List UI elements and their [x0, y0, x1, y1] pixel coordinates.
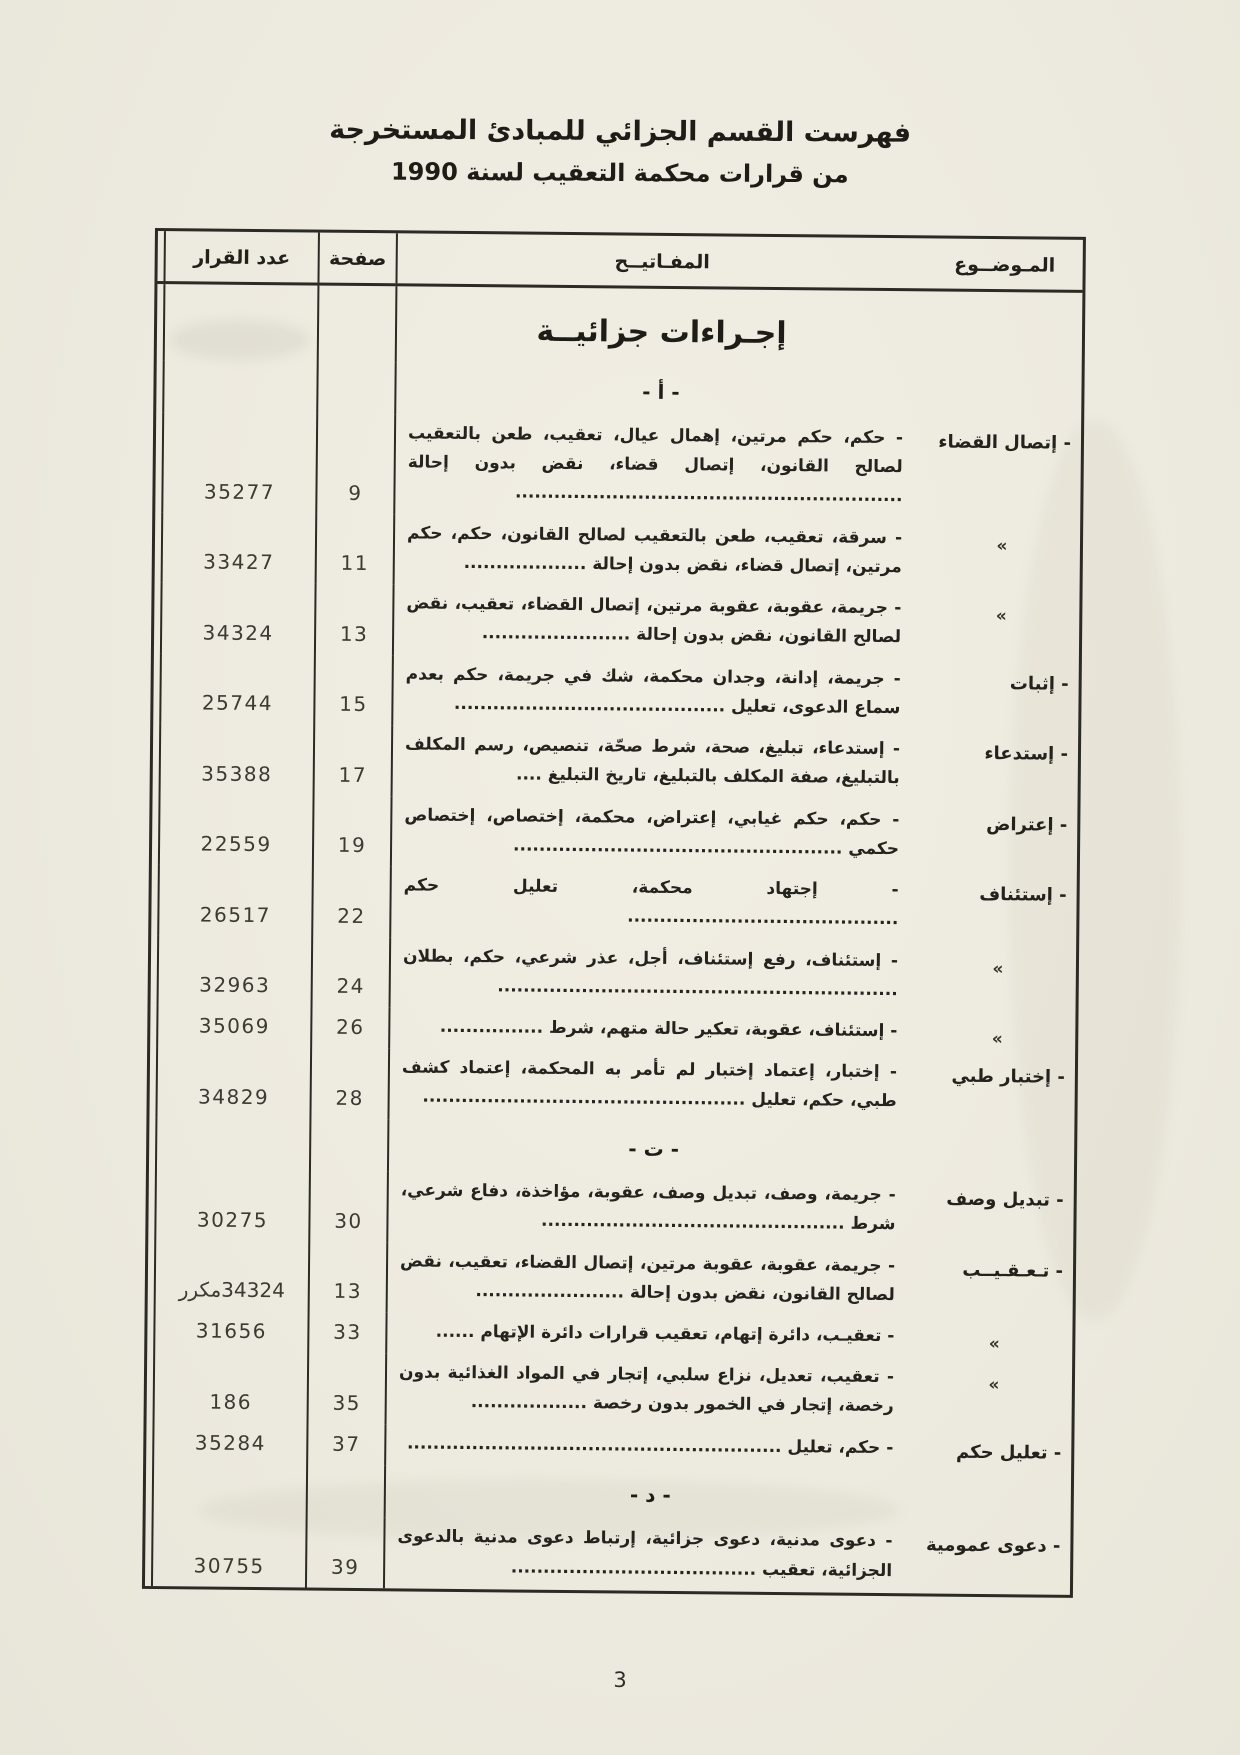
decision-cell: 25744 [159, 653, 314, 725]
decision-cell: 35277 [161, 412, 316, 513]
section-heading: إجـراءات جزائيــة [395, 286, 927, 367]
decision-cell: 33427 [161, 512, 316, 584]
subject-cell: - تـعـقـيــب [962, 1259, 1064, 1282]
decision-cell: 35388 [159, 723, 314, 795]
subject-cell: - تبديل وصف [946, 1188, 1064, 1211]
keys-cell: - إستئناف، رفع إستئناف، أجل، عذر شرعي، حكم، بطلان .............................................................. [389, 937, 921, 1013]
decision-cell [163, 284, 318, 361]
keys-cell: - إستئناف، عقوبة، تعكير حالة متهم، شرط ................ [388, 1007, 919, 1053]
decision-cell: 35069 [156, 1005, 310, 1048]
subject-cell: - إستئناف [979, 883, 1067, 906]
page-cell: 26 [310, 1006, 388, 1048]
page-cell: 39 [305, 1517, 384, 1588]
subject-cell: » [991, 1029, 1003, 1050]
subject-cell: » [988, 1334, 1000, 1355]
title-block [0, 112, 1240, 191]
table-row [149, 1046, 1075, 1125]
table-row [145, 1515, 1071, 1594]
page-cell: 37 [306, 1423, 384, 1465]
decision-cell: 34829 [155, 1046, 310, 1118]
header-page: صفحة [317, 233, 395, 284]
page-cell: 9 [315, 414, 394, 514]
subject-cell: - تعليل حكم [955, 1441, 1062, 1464]
keys-cell: - دعوى مدنية، دعوى جزائية، إرتباط دعوى مدنية بالدعوى الجزائية، تعقيب ...................................... [383, 1518, 915, 1594]
table-row [148, 1240, 1074, 1319]
decision-cell: 186 [153, 1351, 308, 1423]
table-row [154, 582, 1080, 661]
page-cell: 22 [311, 866, 390, 937]
keys-cell: - تعقيـب، دائرة إتهام، تعقيب قرارات دائرة الإتهام ...... [385, 1312, 916, 1358]
keys-cell: - حكم، حكم غيابي، إعتراض، محكمة، إختصاص، إختصاص حكمي ................................................... [390, 796, 922, 872]
section-heading: - ت - [387, 1119, 918, 1176]
table-row [151, 864, 1077, 943]
decision-cell: 30275 [154, 1169, 309, 1241]
page-cell: 15 [313, 654, 392, 725]
table-row [153, 653, 1079, 732]
keys-cell: - حكم، حكم مرتين، إهمال عيال، تعقيب، طعن بالتعقيب لصالح القانون، إتصال قضاء، نقض بدون إحالة ............................................................ [393, 414, 925, 519]
keys-cell: - جريمة، عقوبة، عقوبة مرتين، إتصال القضاء، تعقيب، نقض لصالح القانون، نقض بدون إحالة ....................... [392, 584, 924, 660]
subject-cell [925, 367, 1081, 421]
section-heading: - د - [384, 1465, 915, 1522]
subject-cell [926, 291, 1083, 368]
table-row [147, 1351, 1073, 1430]
page-cell [309, 1118, 387, 1171]
keys-cell: - جريمة، وصف، تبديل وصف، عقوبة، مؤاخذة، دفاع شرعي، شرط ............................................... [386, 1171, 918, 1247]
keys-cell: - إجتهاد محكمة، تعليل حكم .......................................... [389, 866, 921, 942]
decision-cell: 34324مكرر [154, 1240, 309, 1312]
page-cell [317, 286, 396, 362]
header-decision: عدد القرار [163, 231, 317, 282]
table-body [145, 284, 1082, 1595]
header-keys: المفـاتيــح [395, 233, 926, 288]
decision-cell [162, 360, 316, 414]
table-row [155, 412, 1081, 521]
keys-cell: - إختبار، إعتماد إختبار لم تأمر به المحكمة، إعتماد كشف طبي، حكم، تعليل .................................................. [387, 1048, 919, 1124]
page-cell: 33 [307, 1312, 385, 1354]
section-row [156, 360, 1081, 421]
subject-cell [918, 1124, 1074, 1178]
keys-cell: - تعقيب، تعديل، نزاع سلبي، إتجار في المواد الغذائية بدون رخصة، إتجار في الخمور بدون رخصة .................. [385, 1353, 917, 1429]
subject-cell: » [988, 1375, 1000, 1396]
section-row [146, 1463, 1071, 1524]
table-row [152, 794, 1078, 873]
keys-cell: - جريمة، عقوبة، عقوبة مرتين، إتصال القضاء، تعقيب، نقض لصالح القانون، نقض بدون إحالة ....................... [386, 1242, 918, 1318]
keys-cell: - جريمة، إدانة، وجدان محكمة، شك في جريمة، حكم بعدم سماع الدعوى، تعليل .......................................... [391, 655, 923, 731]
page-subtitle: من قرارات محكمة التعقيب لسنة 1990 [390, 157, 849, 189]
table-row [153, 723, 1079, 802]
subject-cell: - إعتراض [986, 813, 1068, 836]
subject-cell: » [995, 606, 1007, 627]
page-cell: 30 [308, 1171, 387, 1242]
page-title: فهرست القسم الجزائي للمبادئ المستخرجة [329, 114, 912, 149]
keys-cell: - إستدعاء، تبليغ، صحة، شرط صحّة، تنصيص، رسم المكلف بالتبليغ، صفة المكلف بالتبليغ، تاريخ التبليغ .... [391, 725, 923, 801]
decision-cell: 31656 [153, 1310, 307, 1353]
section-row [149, 1117, 1074, 1178]
page-cell [306, 1464, 384, 1517]
page-cell: 35 [307, 1353, 386, 1424]
table-row [148, 1169, 1074, 1248]
decision-cell: 22559 [158, 794, 313, 866]
page-cell: 19 [312, 795, 391, 866]
decision-cell: 35284 [152, 1422, 306, 1465]
decision-cell: 30755 [151, 1515, 306, 1587]
decision-cell: 34324 [160, 582, 315, 654]
keys-cell: - حكم، تعليل .......................................................... [384, 1424, 915, 1470]
page-cell: 13 [314, 584, 393, 655]
table-row [151, 934, 1077, 1013]
page-cell: 13 [308, 1241, 387, 1312]
subject-cell: - إثبات [1009, 672, 1069, 695]
decision-cell [152, 1463, 306, 1517]
page-cell: 17 [313, 725, 392, 796]
subject-cell: - إتصال القضاء [938, 431, 1072, 454]
page-cell: 28 [309, 1048, 388, 1119]
page-number: 3 [613, 1668, 627, 1692]
subject-cell: » [996, 535, 1008, 556]
page-cell [316, 361, 394, 414]
table-header [157, 231, 1082, 293]
table-row [155, 512, 1081, 591]
subject-cell: » [992, 958, 1004, 979]
subject-cell [915, 1470, 1071, 1524]
page-cell: 11 [315, 513, 394, 584]
subject-cell: - إختبار طبي [951, 1065, 1065, 1088]
subject-cell: - دعوى عمومية [925, 1534, 1061, 1558]
index-table [142, 228, 1086, 1598]
page-cell: 24 [311, 936, 390, 1007]
section-row [157, 284, 1083, 368]
decision-cell: 32963 [157, 935, 312, 1007]
decision-cell: 26517 [157, 864, 312, 936]
section-heading: - أ - [394, 362, 925, 419]
keys-cell: - سرقة، تعقيب، طعن بالتعقيب لصالح القانون، حكم، حكم مرتين، إتصال قضاء، نقض بدون إحالة ................... [393, 514, 925, 590]
subject-cell: - إستدعاء [984, 743, 1069, 765]
header-subject: المـوضــوع [954, 253, 1056, 277]
decision-cell [155, 1117, 309, 1171]
